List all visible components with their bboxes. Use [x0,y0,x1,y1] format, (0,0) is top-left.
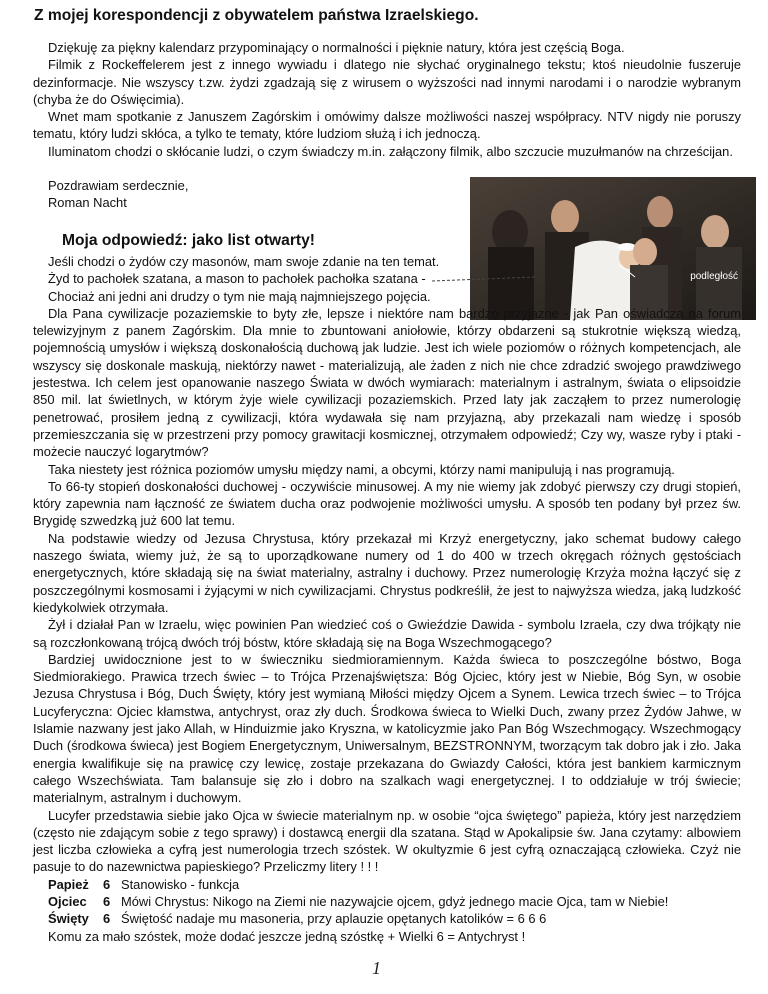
poem-line-text: Żyd to pachołek szatana, a mason to pachołek pachołka szatana - [48,271,426,287]
numerology-table [33,876,741,928]
paragraph: To 66-ty stopień doskonałości duchowej - oczywiście minusowej. A my nie wiemy jak zdobyć pierwszy czy drugi stopień, który zapewnia nam łączność ze światem ducha oraz podwojenie możliwości umysłu. A sposób ten podany był przez św. Brygidę szwedzką już 600 lat temu. [33,478,741,529]
reply-title: Moja odpowiedź: jako list otwarty! [62,232,315,249]
photo-caption: podległość [690,271,738,282]
numerology-word: Ojciec [48,893,87,909]
paragraph: Taka niestety jest różnica poziomów umysłu między nami, a obcymi, którzy nami manipulują i nas programują. [48,461,675,477]
numerology-text: Świętość nadaje mu masoneria, przy aplauzie opętanych katolików = 6 6 6 [121,911,547,927]
paragraph: Dla Pana cywilizacje pozaziemskie to byty złe, lepsze i niektóre nam bardzo przyjazne - jak Pan oświadcza na forum telewizyjnym z panem Zagórskim. Dla mnie to zbuntowani aniołowie, którzy obdarzeni są stukrotnie większą wiedzą, pojemnością umysłów i większą doskonałością duchową jak ludzie. Jest ich wiele poziomów o różnych kompetencjach, ale wszyscy się doskonale maskują, niektórzy nawet - materializują, ale żaden z nich nie chce zdradzić swojego prawdziwego jestestwa. Ich celem jest opanowanie naszego Świata w dwóch wymiarach: materialnym i astralnym, świata o elipsoidzie 850 mil. lat świetlnych, w którym żyje wiele cywilizacji pozaziemskich. Przed laty jak zacząłem to przez numerologię penetrować, prosiłem jedną z cywilizacji, która wydawała się nam przyjazną, aby przekazali nam wiedzę i sposób przemieszczania się w przestrzeni przy pomocy grawitacji kosmicznej, otrzymałem odpowiedź; Czy wy, wasze ryby i ptaki - możecie nauczyć logarytmów? [33,305,741,460]
intro-letter [33,39,741,160]
paragraph: Na podstawie wiedzy od Jezusa Chrystusa, który przekazał mi Krzyż energetyczny, jako schemat budowy całego naszego świata, wiemy już, że są to uporządkowane numery od 1 do 400 w trzech okręgach różnych gęstościach energetycznych, które składają się na świat materialny, astralny i duchowy. Przez numerologię Krzyża można łączyć się z poszczególnymi kosmosami i żyjącymi w nich cywilizacjami. Chrystus podkreślił, że jest to najwyższa wiedza, jaką ludzkość kiedykolwiek otrzymała. [33,530,741,615]
numerology-row [33,910,741,927]
paragraph: Żył i działał Pan w Izraelu, więc powinien Pan wiedzieć coś o Gwieździe Dawida - symbolu Izraela, czy dwa trójkąty nie są rozczłonkowaną trójcą dwóch trój bóstw, które składają się na Boga Wszechmogącego? [33,617,741,650]
signature-greeting: Pozdrawiam serdecznie, [48,178,189,193]
page-title: Z mojej korespondencji z obywatelem państwa Izraelskiego. [34,7,479,24]
signature-name: Roman Nacht [48,195,127,211]
pointer-arrow-icon [432,275,536,285]
numerology-number: 6 [103,893,111,909]
page-number: 1 [372,958,381,978]
numerology-text: Stanowisko - funkcja [121,876,240,892]
poem-line: Jeśli chodzi o żydów czy masonów, mam swoje zdanie na ten temat. [48,254,440,269]
paragraph: Iluminatom chodzi o skłócanie ludzi, o czym świadczy m.in. załączony filmik, albo szczucie muzułmanów na chrześcijan. [48,143,733,159]
numerology-number: 6 [103,876,111,892]
numerology-word: Papież [48,876,89,892]
paragraph: Lucyfer przedstawia siebie jako Ojca w świecie materialnym np. w osobie “ojca świętego” papieża, który jest narzędziem (często nie zdającym sobie z tego sprawy) i dostawcą energii dla szatana. Stąd w Apokalipsie św. Jana czytamy: albowiem jest liczba człowieka a cyfrą jest numerologia trzech szóstek. W okultyzmie 6 jest cyfrą oznaczającą człowieka. Czyż nie pasuje to do nazewnictwa papieskiego? Przeliczmy litery ! ! ! [33,807,741,875]
poem-line [33,270,741,287]
paragraph: Wnet mam spotkanie z Januszem Zagórskim i omówimy dalsze możliwości naszej współpracy. NTV nigdy nie poruszy tematu, który ludzi skłóca, a tylko te tematy, które ludziom służą i ich jednoczą. [33,109,741,142]
numerology-text: Mówi Chrystus: Nikogo na Ziemi nie nazywajcie ojcem, gdyż jednego macie Ojca, tam w Niebie! [121,893,669,909]
numerology-word: Święty [48,911,89,927]
reply-letter [33,253,741,945]
numerology-row [33,876,741,893]
numerology-row [33,893,741,910]
poem [33,253,741,305]
paragraph: Filmik z Rockeffelerem jest z innego wywiadu i dlatego nie słychać oryginalnego tekstu; ktoś nieudolnie fuszeruje dezinformacje. Nie wszyscy t.zw. żydzi zgadzają się z wirusem o wyższości nad innymi narodami i o narodzie wybranym (chyba że do Oświęcimia). [33,57,741,107]
poem-line: Chociaż ani jedni ani drudzy o tym nie mają najmniejszego pojęcia. [48,288,431,304]
closing-line: Komu za mało szóstek, może dodać jeszcze jedną szóstkę + Wielki 6 = Antychryst ! [48,928,526,944]
paragraph: Bardziej uwidocznione jest to w świeczniku siedmioramiennym. Każda świeca to poszczególne bóstwo, Boga Siedmiorakiego. Prawica trzech świec – to Trójca Przenajświętsza: Bóg Ojciec, który jest w Niebie, Bóg Syn, w osobie Jezusa Chrystusa i Bóg, Duch Święty, który jest wymianą Miłości między Ojcem a Synem. Lewica trzech świec – to Trójca Lucyferyczna: Ojciec kłamstwa, antychryst, oraz zły duch. Środkowa świeca to Wielki Duch, zwany przez Żydów Jahwe, w Islamie nazwany jest jako Allah, w Hinduizmie jako Kryszna, w katolicyzmie jako Pan Bóg Wszechmogący. Wszechmogący Duch (środkowa świeca) jest Bogiem Energetycznym, Uniwersalnym, BEZSTRONNYM, tworzącym tak dobro jak i zło. Jaka energia kwalifikuje się na prawicę czy lewicę, zostaje przekazana do Gwiazdy Całości, która jest bankiem karmicznym całego Wszechświata. Tam balansuje się zło i dobro na szalkach wagi energetycznej. I to oddziałuje w trój świecie; materialnym, astralnym i duchowym. [33,651,741,806]
numerology-number: 6 [103,911,111,927]
paragraph: Dziękuję za piękny kalendarz przypominający o normalności i pięknie natury, która jest częścią Boga. [48,40,625,55]
signature [48,177,188,212]
